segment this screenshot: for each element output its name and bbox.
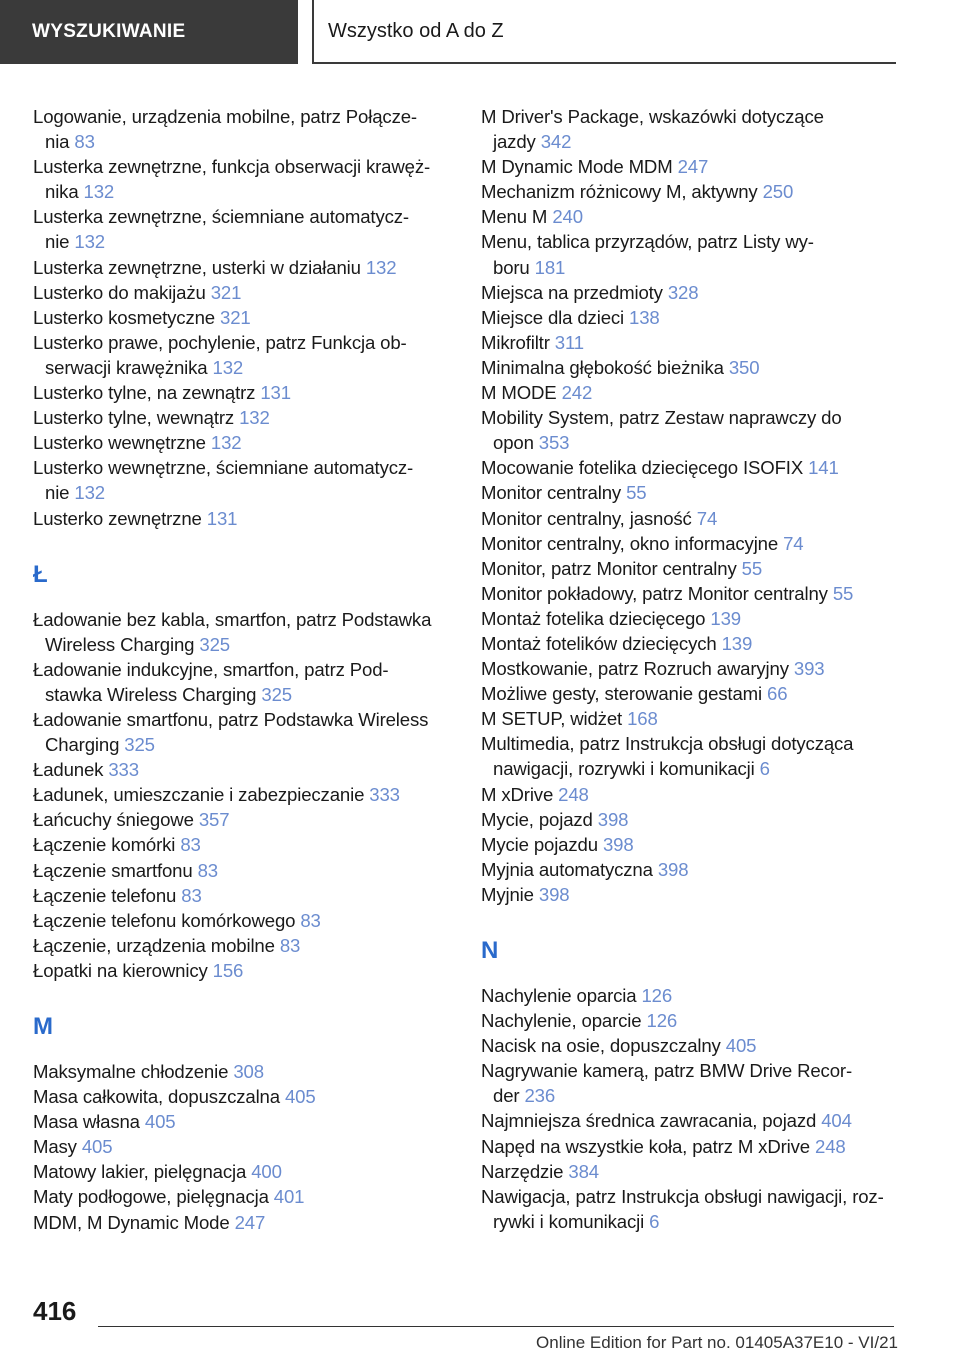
index-entry-text: Najmniejsza średnica zawracania, pojazd [481, 1110, 817, 1132]
index-entry-text: M xDrive [481, 783, 554, 805]
index-entry [481, 1184, 901, 1234]
page-reference-link[interactable]: 141 [808, 457, 839, 479]
page-reference-link[interactable]: 401 [273, 1186, 305, 1208]
index-entry-continuation: nia [45, 131, 70, 153]
page-reference-link[interactable]: 132 [210, 432, 242, 454]
index-entry [481, 104, 901, 154]
page-reference-link[interactable]: 328 [667, 281, 699, 303]
index-entry [33, 305, 447, 330]
page-reference-link[interactable]: 138 [629, 306, 660, 328]
index-entry [481, 983, 901, 1008]
page-reference-link[interactable]: 398 [597, 808, 629, 830]
index-column-left [33, 104, 447, 1235]
page-reference-link[interactable]: 139 [721, 632, 753, 654]
index-entry-text: Miejsca na przedmioty [481, 281, 663, 303]
index-entry [33, 1059, 447, 1084]
index-entry-text: Nachylenie oparcia [481, 985, 637, 1006]
index-entry [481, 606, 901, 631]
index-entry [481, 480, 901, 505]
index-entry-text: Lusterko tylne, na zewnątrz [33, 382, 256, 404]
page-reference-link[interactable]: 132 [212, 356, 244, 378]
index-entry [33, 908, 447, 933]
page-reference-link[interactable]: 74 [696, 507, 718, 529]
index-entry-continuation: boru [493, 256, 530, 278]
index-entry [481, 1108, 901, 1133]
index-entry [481, 857, 901, 882]
footer-divider [98, 1326, 894, 1327]
index-entry-text: Narzędzie [481, 1160, 564, 1182]
page-reference-link[interactable]: 333 [369, 784, 400, 806]
index-entry [33, 1084, 447, 1109]
page-reference-link[interactable]: 405 [81, 1136, 113, 1158]
index-entry [33, 782, 447, 807]
index-entry [481, 305, 901, 330]
page-reference-link[interactable]: 247 [234, 1211, 266, 1233]
index-entry-text: Ładowanie smartfonu, patrz Podstawka Wireless [33, 708, 429, 730]
page-reference-link[interactable]: 55 [626, 482, 647, 504]
index-entry [481, 1134, 901, 1159]
index-entry-text: Myjnia automatyczna [481, 858, 653, 880]
index-entry-continuation: nie [45, 231, 70, 253]
index-entry-text: Monitor centralny, okno informacyjne [481, 532, 779, 554]
index-entry-text: Lusterko wewnętrzne [33, 432, 206, 454]
index-entry [481, 731, 901, 781]
index-entry-text: Łańcuchy śniegowe [33, 809, 194, 831]
page-reference-link[interactable]: 74 [783, 532, 804, 554]
index-entry [481, 1008, 901, 1033]
index-entry [33, 1134, 447, 1159]
index-entry [481, 556, 901, 581]
index-entry-text: Łączenie komórki [33, 834, 176, 856]
page-reference-link[interactable]: 404 [821, 1110, 852, 1132]
index-entry-text: Matowy lakier, pielęgnacja [33, 1161, 247, 1183]
page-reference-link[interactable]: 83 [181, 884, 202, 906]
index-entry [481, 1058, 901, 1108]
index-entry-text: Mikrofiltr [481, 331, 550, 353]
page-reference-link[interactable]: 311 [554, 331, 584, 353]
page-reference-link[interactable]: 405 [725, 1035, 757, 1057]
index-entry [33, 455, 447, 505]
index-entry-text: M Dynamic Mode MDM [481, 156, 673, 178]
index-entry-text: Mechanizm różnicowy M, aktywny [481, 181, 758, 203]
page-reference-link[interactable]: 247 [677, 156, 709, 178]
index-entry-text: Ładowanie indukcyjne, smartfon, patrz Pod- [33, 658, 389, 680]
section-tab [0, 0, 298, 64]
index-entry [33, 280, 447, 305]
page-reference-link[interactable]: 132 [239, 407, 270, 429]
index-entry-text: Ładunek [33, 759, 104, 781]
index-entry-continuation: jazdy [493, 131, 536, 153]
index-entry-continuation: Charging [45, 734, 120, 756]
index-entry [33, 405, 447, 430]
chapter-title: Wszystko od A do Z [328, 19, 504, 42]
page-reference-link[interactable]: 83 [279, 934, 301, 956]
index-entry [33, 204, 447, 254]
page-reference-link[interactable]: 240 [552, 206, 583, 228]
page-reference-link[interactable]: 55 [741, 557, 763, 579]
index-entry-text: Minimalna głębokość bieżnika [481, 356, 724, 378]
index-entry [481, 832, 901, 857]
index-entry [481, 154, 901, 179]
index-entry-text: Lusterko do makijażu [33, 281, 206, 303]
index-entry-text: Mobility System, patrz Zestaw naprawczy do [481, 407, 842, 429]
index-entry-text: M Driver's Package, wskazówki dotyczące [481, 106, 824, 127]
index-entry [33, 330, 447, 380]
page-reference-link[interactable]: 405 [284, 1086, 316, 1108]
page-reference-link[interactable]: 6 [649, 1210, 660, 1232]
index-entry [33, 883, 447, 908]
index-entry-continuation: nika [45, 181, 79, 203]
index-entry-text: Monitor pokładowy, patrz Monitor centralny [481, 582, 828, 604]
index-entry-text: Lusterka zewnętrzne, usterki w działaniu [33, 256, 361, 278]
index-entry-text: Mostkowanie, patrz Rozruch awaryjny [481, 658, 789, 680]
index-entry-text: Lusterko wewnętrzne, ściemniane automatycz- [33, 457, 414, 479]
index-entry [481, 204, 901, 229]
page-reference-link[interactable]: 181 [534, 256, 566, 278]
index-entry-text: Łączenie smartfonu [33, 859, 193, 881]
page-reference-link[interactable]: 132 [74, 231, 105, 253]
page-reference-link[interactable]: 139 [710, 607, 741, 629]
index-entry-text: Możliwe gesty, sterowanie gestami [481, 683, 762, 705]
index-entry [481, 280, 901, 305]
index-entry-text: Łączenie, urządzenia mobilne [33, 934, 275, 956]
index-entry-text: Miejsce dla dzieci [481, 306, 625, 328]
index-entry [33, 380, 447, 405]
index-entry-text: Menu, tablica przyrządów, patrz Listy wy- [481, 231, 814, 253]
index-entry [481, 807, 901, 832]
index-entry-text: Nawigacja, patrz Instrukcja obsługi nawigacji, roz- [481, 1185, 884, 1207]
index-entry-text: Logowanie, urządzenia mobilne, patrz Połącze- [33, 106, 417, 127]
index-entry [481, 782, 901, 807]
page-reference-link[interactable]: 308 [233, 1061, 264, 1082]
page-reference-link[interactable]: 357 [198, 809, 230, 831]
index-entry-text: Lusterko tylne, wewnątrz [33, 407, 235, 429]
index-entry [481, 229, 901, 279]
page-reference-link[interactable]: 83 [197, 859, 218, 881]
section-title: WYSZUKIWANIE [32, 21, 186, 42]
index-entry-text: Łączenie telefonu [33, 884, 177, 906]
index-column-right [481, 104, 901, 1234]
page-reference-link[interactable]: 393 [793, 658, 825, 680]
page-reference-link[interactable]: 384 [568, 1160, 599, 1182]
page-reference-link[interactable]: 321 [220, 306, 251, 328]
page-reference-link[interactable]: 131 [260, 382, 291, 404]
index-entry-text: Menu M [481, 206, 548, 228]
index-entry-text: Ładunek, umieszczanie i zabezpieczanie [33, 784, 365, 806]
page-reference-link[interactable]: 242 [561, 382, 593, 404]
index-entry-text: Masa własna [33, 1111, 140, 1133]
index-entry-text: Montaż fotelika dziecięcego [481, 607, 706, 629]
index-entry [33, 506, 447, 531]
page-number: 416 [33, 1296, 77, 1326]
index-entry [33, 958, 447, 983]
edition-note: Online Edition for Part no. 01405A37E10 - VI/21 [536, 1333, 898, 1352]
page-reference-link[interactable]: 126 [646, 1010, 678, 1032]
index-entry-text: Lusterka zewnętrzne, funkcja obserwacji krawęż- [33, 156, 431, 178]
index-entry-continuation: serwacji krawężnika [45, 356, 208, 378]
index-entry [33, 1210, 447, 1235]
index-entry-text: Mocowanie fotelika dziecięcego ISOFIX [481, 457, 804, 479]
index-entry [481, 1159, 901, 1184]
index-entry-text: Maksymalne chłodzenie [33, 1061, 229, 1082]
page-reference-link[interactable]: 126 [641, 985, 673, 1006]
index-entry-continuation: der [493, 1085, 520, 1107]
page-reference-link[interactable]: 398 [657, 858, 689, 880]
index-entry-continuation: Wireless Charging [45, 633, 195, 655]
index-letter-heading: Ł [33, 560, 48, 588]
page-reference-link[interactable]: 132 [83, 181, 115, 203]
index-entry [33, 154, 447, 204]
page-reference-link[interactable]: 131 [206, 507, 238, 529]
index-entry [33, 832, 447, 857]
index-entry [33, 255, 447, 280]
index-entry [481, 1033, 901, 1058]
page-reference-link[interactable]: 156 [212, 959, 244, 981]
page-reference-link[interactable]: 248 [558, 783, 589, 805]
page-reference-link[interactable]: 83 [180, 834, 201, 856]
index-letter-heading: N [481, 937, 499, 964]
index-entry [33, 807, 447, 832]
index-entry [481, 355, 901, 380]
index-entry-text: Monitor, patrz Monitor centralny [481, 557, 737, 579]
page-reference-link[interactable]: 325 [124, 734, 155, 756]
index-entry-text: MDM, M Dynamic Mode [33, 1211, 230, 1233]
page-reference-link[interactable]: 398 [538, 883, 570, 905]
page-reference-link[interactable]: 132 [74, 482, 105, 504]
index-entry-text: M SETUP, widżet [481, 708, 623, 730]
index-entry [33, 430, 447, 455]
index-entry-text: Montaż fotelików dziecięcych [481, 632, 717, 654]
page-reference-link[interactable]: 398 [602, 833, 634, 855]
index-entry-continuation: nawigacji, rozrywki i komunikacji [493, 758, 755, 780]
index-entry [33, 858, 447, 883]
page-reference-link[interactable]: 83 [74, 131, 95, 153]
index-entry [481, 706, 901, 731]
page-reference-link[interactable]: 236 [524, 1085, 556, 1107]
index-entry-text: Łopatki na kierownicy [33, 959, 208, 981]
page-reference-link[interactable]: 168 [627, 708, 658, 730]
index-entry [481, 179, 901, 204]
index-entry-text: Lusterko kosmetyczne [33, 306, 215, 328]
index-entry-text: Nachylenie, oparcie [481, 1010, 642, 1032]
index-entry [33, 1184, 447, 1209]
index-entry-text: Lusterko prawe, pochylenie, patrz Funkcja ob- [33, 331, 407, 353]
index-entry-text: Nagrywanie kamerą, patrz BMW Drive Recor- [481, 1060, 852, 1082]
page-reference-link[interactable]: 325 [261, 683, 292, 705]
page-reference-link[interactable]: 66 [767, 683, 788, 705]
index-entry-text: Mycie, pojazd [481, 808, 593, 830]
index-entry [481, 631, 901, 656]
index-entry-text: M MODE [481, 382, 557, 404]
index-entry-text: Multimedia, patrz Instrukcja obsługi dotycząca [481, 733, 854, 755]
index-entry [481, 656, 901, 681]
page-reference-link[interactable]: 333 [108, 759, 139, 781]
page-reference-link[interactable]: 325 [199, 633, 230, 655]
index-entry-continuation: nie [45, 482, 70, 504]
index-entry [33, 104, 447, 154]
page-reference-link[interactable]: 132 [365, 256, 397, 278]
index-entry [33, 933, 447, 958]
index-entry-continuation: opon [493, 432, 534, 454]
index-entry [481, 455, 901, 480]
index-entry-text: Nacisk na osie, dopuszczalny [481, 1035, 721, 1057]
index-entry-text: Łączenie telefonu komórkowego [33, 909, 296, 931]
index-entry-text: Monitor centralny [481, 482, 622, 504]
chapter-tab [312, 0, 896, 64]
page-reference-link[interactable]: 6 [759, 758, 770, 780]
index-entry-text: Myjnie [481, 883, 534, 905]
index-entry-text: Mycie pojazdu [481, 833, 598, 855]
index-entry-text: Maty podłogowe, pielęgnacja [33, 1186, 269, 1208]
page-reference-link[interactable]: 342 [540, 131, 572, 153]
page-reference-link[interactable]: 248 [815, 1135, 846, 1157]
index-entry-text: Napęd na wszystkie koła, patrz M xDrive [481, 1135, 810, 1157]
index-letter-heading: M [33, 1013, 53, 1040]
index-entry-text: Ładowanie bez kabla, smartfon, patrz Podstawka [33, 608, 432, 630]
page-reference-link[interactable]: 250 [762, 181, 794, 203]
page-reference-link[interactable]: 83 [300, 909, 321, 931]
index-entry-text: Lusterko zewnętrzne [33, 507, 202, 529]
index-entry [481, 581, 901, 606]
index-entry [481, 506, 901, 531]
index-entry [33, 657, 447, 707]
index-entry [481, 531, 901, 556]
index-entry-continuation: rywki i komunikacji [493, 1210, 645, 1232]
index-entry [481, 380, 901, 405]
index-entry [481, 405, 901, 455]
page-reference-link[interactable]: 353 [538, 432, 570, 454]
page-reference-link[interactable]: 400 [251, 1161, 282, 1183]
index-entry [33, 607, 447, 657]
index-entry [33, 1159, 447, 1184]
page-reference-link[interactable]: 55 [832, 582, 854, 604]
index-entry-text: Lusterka zewnętrzne, ściemniane automatycz- [33, 206, 409, 228]
index-entry [33, 707, 447, 757]
page-reference-link[interactable]: 350 [728, 356, 760, 378]
index-entry [33, 757, 447, 782]
page-reference-link[interactable]: 405 [144, 1111, 176, 1133]
page-reference-link[interactable]: 321 [210, 281, 242, 303]
index-entry [481, 330, 901, 355]
index-entry [33, 1109, 447, 1134]
index-entry [481, 882, 901, 907]
index-entry-text: Monitor centralny, jasność [481, 507, 692, 529]
index-entry-text: Masy [33, 1136, 77, 1158]
index-entry-continuation: stawka Wireless Charging [45, 683, 257, 705]
index-entry-text: Masa całkowita, dopuszczalna [33, 1086, 280, 1108]
index-entry [481, 681, 901, 706]
